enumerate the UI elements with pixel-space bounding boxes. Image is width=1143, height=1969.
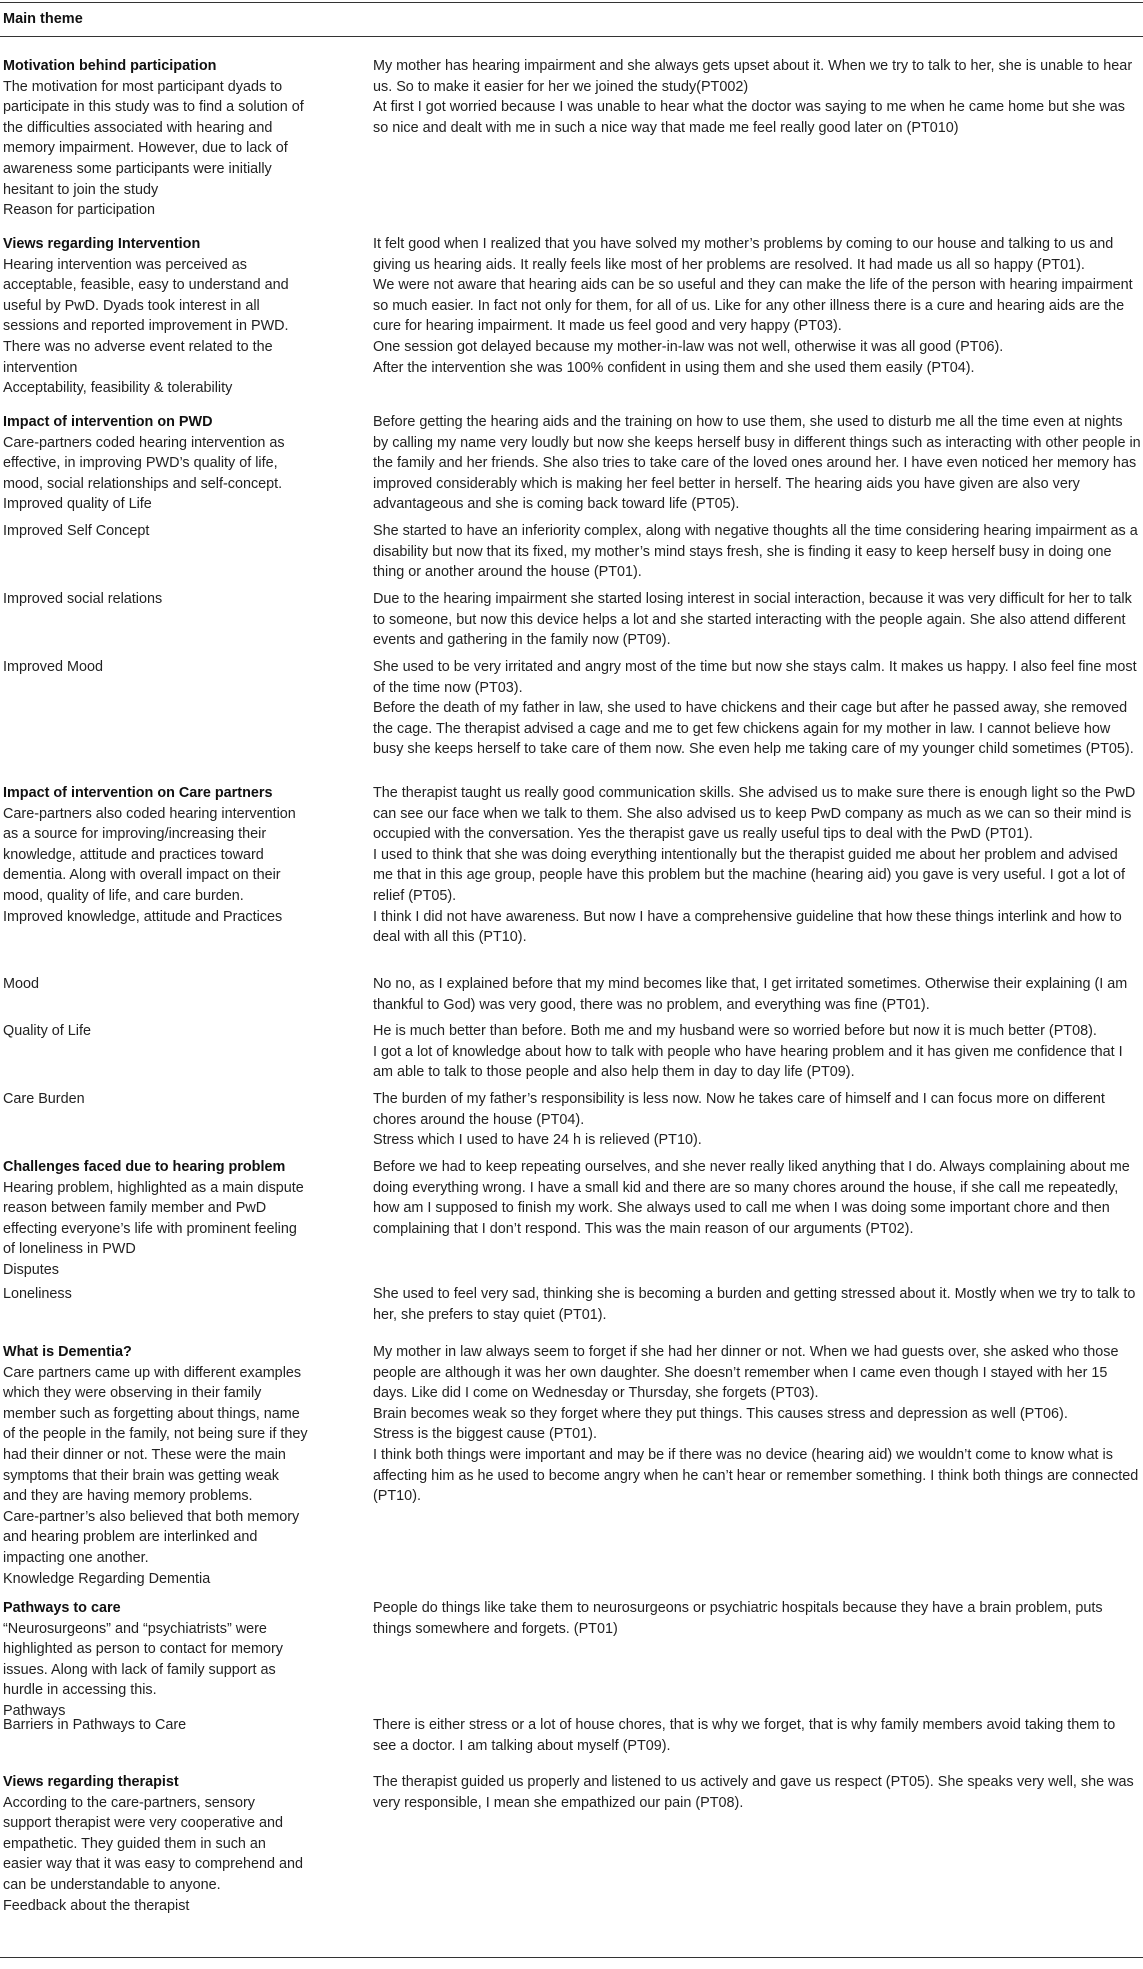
theme-heading: Motivation behind participation: [3, 58, 217, 74]
theme-text-line: mood, social relationships and self-concept.: [3, 475, 283, 492]
theme-text-line: Hearing intervention was perceived as: [3, 256, 247, 273]
quote-cell: [373, 234, 1141, 378]
theme-text-line: Improved quality of Life: [3, 496, 152, 513]
theme-text-line: of the people in the family, not being sure if they: [3, 1426, 308, 1443]
theme-text-line: dementia. Along with overall impact on their: [3, 867, 281, 884]
theme-text-line: Care-partner’s also believed that both memory: [3, 1508, 300, 1525]
quote-cell: [373, 1772, 1141, 1813]
quote-cell: [373, 521, 1141, 583]
theme-text-line: Improved social relations: [3, 591, 163, 607]
theme-text-line: hurdle in accessing this.: [3, 1682, 157, 1699]
theme-text-line: There was no adverse event related to the: [3, 339, 273, 355]
theme-text-line: as a source for improving/increasing their: [3, 826, 267, 843]
participant-quote: She used to be very irritated and angry most of the time but now she stays calm. It makes us happy. I also feel fine most of the time now (PT03).: [373, 659, 1137, 696]
theme-text-line: Feedback about the therapist: [3, 1897, 190, 1914]
theme-text-line: impacting one another.: [3, 1550, 149, 1566]
participant-quote: No no, as I explained before that my mind becomes like that, I get irritated sometimes. Otherwise their explaining (I am thankful to God) was very good, there was no problem, and everything was fine (PT01).: [373, 976, 1128, 1013]
theme-heading: What is Dementia?: [3, 1344, 132, 1360]
participant-quote: There is either stress or a lot of house chores, that is why we forget, that is why family members avoid taking them to see a doctor. I am talking about myself (PT09).: [373, 1717, 1116, 1754]
participant-quote: The therapist guided us properly and listened to us actively and gave us respect (PT05). She speaks very well, she was very responsible, I mean she empathized our pain (PT08).: [373, 1774, 1134, 1811]
participant-quote: The therapist taught us really good communication skills. She advised us to make sure there is enough light so the PwD can see our face when we talk to them. She also advised us to keep PwD company as much as we can so their mind is occupied with the conversation. Yes the therapist gave us really useful tips to deal with the PwD (PT01).: [373, 785, 1136, 843]
theme-text-line: mood, quality of life, and care burden.: [3, 888, 244, 904]
quote-cell: [373, 1715, 1141, 1756]
column-header-main-theme: Main theme: [3, 11, 83, 27]
participant-quote: After the intervention she was 100% confident in using them and she used them easily (PT04).: [373, 359, 975, 376]
theme-text-line: sessions and reported improvement in PWD.: [3, 318, 289, 335]
participant-quote: I used to think that she was doing everything intentionally but the therapist guided me about her problem and advised me that in this age group, people have this problem but the machine (hearing aid) you gave is very useful. I got a lot of relief (PT05).: [373, 846, 1125, 904]
theme-text-line: Improved Self Concept: [3, 523, 150, 539]
theme-text-line: Barriers in Pathways to Care: [3, 1717, 187, 1733]
quote-cell: [373, 1021, 1141, 1083]
theme-text-line: Care-partners also coded hearing intervention: [3, 805, 296, 822]
theme-text-line: Knowledge Regarding Dementia: [3, 1570, 211, 1587]
theme-text-line: Improved Mood: [3, 659, 103, 675]
participant-quote: I got a lot of knowledge about how to talk with people who have hearing problem and it has given me confidence that I am able to talk to those people and also help them in day to day life (PT09).: [373, 1043, 1123, 1081]
theme-heading: Pathways to care: [3, 1600, 121, 1616]
table-bottom-rule: [0, 1957, 1143, 1958]
theme-text-line: knowledge, attitude and practices toward: [3, 846, 264, 863]
quote-cell: [373, 1342, 1141, 1507]
theme-heading: Views regarding therapist: [3, 1774, 179, 1790]
theme-text-line: easier way that it was easy to comprehend and: [3, 1856, 303, 1873]
theme-text-line: According to the care-partners, sensory: [3, 1794, 255, 1811]
theme-text-line: and hearing problem are interlinked and: [3, 1529, 258, 1546]
participant-quote: I think both things were important and may be if there was no device (hearing aid) we wouldn’t come to know what is affecting him as he used to become angry when he can’t hear or remember something. I think both things are connected (PT10).: [373, 1446, 1139, 1505]
theme-text-line: Quality of Life: [3, 1023, 91, 1039]
participant-quote: We were not aware that hearing aids can be so useful and they can make the life of the person with hearing impairment so much easier. In fact not only for them, for all of us. Like for any other illness there is a cure and hearing aids are the cure for hearing impairment. It made us feel good and very happy (PT03).: [373, 277, 1133, 335]
participant-quote: Stress which I used to have 24 h is relieved (PT10).: [373, 1132, 702, 1149]
theme-text-line: can be understandable to anyone.: [3, 1877, 221, 1893]
participant-quote: I think I did not have awareness. But now I have a comprehensive guideline that how these things interlink and how to deal with all this (PT10).: [373, 908, 1122, 946]
participant-quote: At first I got worried because I was unable to hear what the doctor was saying to me when he came home but she was so nice and dealt with me in such a nice way that made me feel really good later on (PT010): [373, 99, 1125, 136]
theme-text-line: The motivation for most participant dyads to: [3, 78, 283, 95]
participant-quote: The burden of my father’s responsibility is less now. Now he takes care of himself and I can focus more on different chores around the house (PT04).: [373, 1091, 1105, 1128]
theme-text-line: Care-partners coded hearing intervention as: [3, 434, 285, 451]
quote-cell: [373, 1598, 1141, 1639]
theme-text-line: reason between family member and PwD: [3, 1200, 267, 1217]
theme-heading: Views regarding Intervention: [3, 236, 201, 252]
theme-text-line: the difficulties associated with hearing and: [3, 119, 273, 136]
theme-text-line: effective, in improving PWD’s quality of life,: [3, 455, 278, 472]
quote-cell: [373, 1284, 1141, 1325]
participant-quote: One session got delayed because my mother-in-law was not well, otherwise it was all good (PT06).: [373, 338, 1004, 355]
theme-text-line: Acceptability, feasibility & tolerability: [3, 380, 233, 397]
participant-quote: People do things like take them to neurosurgeons or psychiatric hospitals because they have a brain problem, puts things somewhere and forgets. (PT01): [373, 1600, 1103, 1637]
theme-text-line: Hearing problem, highlighted as a main dispute: [3, 1179, 304, 1196]
quote-cell: [373, 56, 1141, 138]
participant-quote: It felt good when I realized that you have solved my mother’s problems by coming to our house and talking to us and giving us hearing aids. It really feels like most of her problems are resolved. It had made us all so happy (PT01).: [373, 236, 1114, 273]
quote-cell: [373, 783, 1141, 948]
theme-text-line: support therapist were very cooperative and: [3, 1815, 283, 1832]
theme-text-line: highlighted as person to contact for memory: [3, 1641, 283, 1658]
theme-text-line: awareness some participants were initially: [3, 161, 272, 177]
theme-text-line: hesitant to join the study: [3, 181, 159, 198]
quote-cell: [373, 589, 1141, 651]
participant-quote: Before the death of my father in law, she used to have chickens and their cage but after he passed away, she removed the cage. The therapist advised a cage and me to get few chickens again for my mother in law. I cannot believe how busy she keeps herself to take care of them now. She even help me taking care of my younger child sometimes (PT05).: [373, 700, 1134, 758]
theme-heading: Challenges faced due to hearing problem: [3, 1159, 286, 1175]
table-top-rule: [0, 2, 1143, 3]
quote-cell: [373, 974, 1141, 1015]
participant-quote: Before we had to keep repeating ourselves, and she never really liked anything that I do. Always complaining about me doing everything wrong. I have a small kid and there are so many chores around the house, if she call me repeatedly, how am I supposed to finish my work. She always used to call me when I was doing some important chore and then complaining that I don’t respond. This was the main reason of our arguments (PT02).: [373, 1159, 1130, 1237]
theme-text-line: Improved knowledge, attitude and Practices: [3, 908, 283, 925]
theme-text-line: member such as forgetting about things, name: [3, 1405, 300, 1422]
theme-text-line: effecting everyone’s life with prominent feeling: [3, 1220, 297, 1237]
theme-text-line: memory impairment. However, due to lack of: [3, 140, 288, 157]
participant-quote: My mother in law always seem to forget if she had her dinner or not. When we had guests over, she asked who those people are although it was her own daughter. She doesn’t remember when I came even though I stayed with her 15 days. Like did I come on Wednesday or Thursday, she forgets (PT03).: [373, 1344, 1119, 1402]
theme-text-line: Disputes: [3, 1262, 59, 1278]
participant-quote: Brain becomes weak so they forget where they put things. This causes stress and depression as well (PT06).: [373, 1405, 1068, 1422]
participant-quote: Due to the hearing impairment she started losing interest in social interaction, because it was very difficult for her to talk to someone, but now this device helps a lot and she started interacting with the people again. She also attend different events and gathering in the family now (PT09).: [373, 591, 1132, 649]
theme-text-line: Mood: [3, 976, 39, 992]
theme-text-line: acceptable, feasible, easy to understand and: [3, 277, 289, 294]
theme-text-line: of loneliness in PWD: [3, 1241, 136, 1258]
theme-text-line: had their dinner or not. These were the main: [3, 1447, 286, 1463]
theme-text-line: which they were observing in their family: [3, 1385, 262, 1402]
theme-text-line: Care partners came up with different examples: [3, 1364, 302, 1381]
theme-text-line: intervention: [3, 359, 78, 376]
participant-quote: He is much better than before. Both me and my husband were so worried before but now it is much better (PT08).: [373, 1023, 1097, 1039]
participant-quote: Stress is the biggest cause (PT01).: [373, 1426, 597, 1443]
header-bottom-rule: [0, 36, 1143, 37]
theme-text-line: Reason for participation: [3, 202, 155, 219]
quote-cell: [373, 1089, 1141, 1151]
participant-quote: She started to have an inferiority complex, along with negative thoughts all the time considering hearing impairment as a disability but now that its fixed, my mother’s mind stays fresh, she is finding it easy to keep herself busy in doing one thing or another around the house (PT01).: [373, 523, 1138, 581]
participant-quote: She used to feel very sad, thinking she is becoming a burden and getting stressed about it. Mostly when we try to talk to her, she prefers to stay quiet (PT01).: [373, 1286, 1136, 1323]
theme-text-line: symptoms that their brain was getting weak: [3, 1467, 279, 1484]
theme-text-line: “Neurosurgeons” and “psychiatrists” were: [3, 1620, 267, 1637]
theme-heading: Impact of intervention on Care partners: [3, 785, 273, 801]
quote-cell: [373, 657, 1141, 760]
quote-cell: [373, 1157, 1141, 1239]
theme-text-line: useful by PwD. Dyads took interest in all: [3, 297, 260, 314]
participant-quote: My mother has hearing impairment and she always gets upset about it. When we try to talk to her, she is unable to hear us. So to make it easier for her we joined the study(PT002): [373, 58, 1133, 95]
theme-text-line: Loneliness: [3, 1286, 72, 1302]
theme-heading: Impact of intervention on PWD: [3, 414, 213, 430]
theme-text-line: empathetic. They guided them in such an: [3, 1835, 266, 1852]
participant-quote: Before getting the hearing aids and the training on how to use them, she used to disturb me all the time even at nights by calling my name very loudly but now she keeps herself busy in different things such as interacting with other people in the family and her friends. She also tries to take care of the loved ones around her. I have even noticed her memory has improved considerably which is making her feel better in herself. The hearing aids you have given are also very advantageous and she is coming back toward life (PT05).: [373, 414, 1141, 513]
theme-text-line: participate in this study was to find a solution of: [3, 99, 304, 116]
quote-cell: [373, 412, 1141, 515]
theme-text-line: issues. Along with lack of family support as: [3, 1661, 276, 1678]
theme-text-line: Pathways: [3, 1703, 66, 1719]
theme-text-line: Care Burden: [3, 1091, 85, 1107]
theme-text-line: and they are having memory problems.: [3, 1488, 253, 1505]
